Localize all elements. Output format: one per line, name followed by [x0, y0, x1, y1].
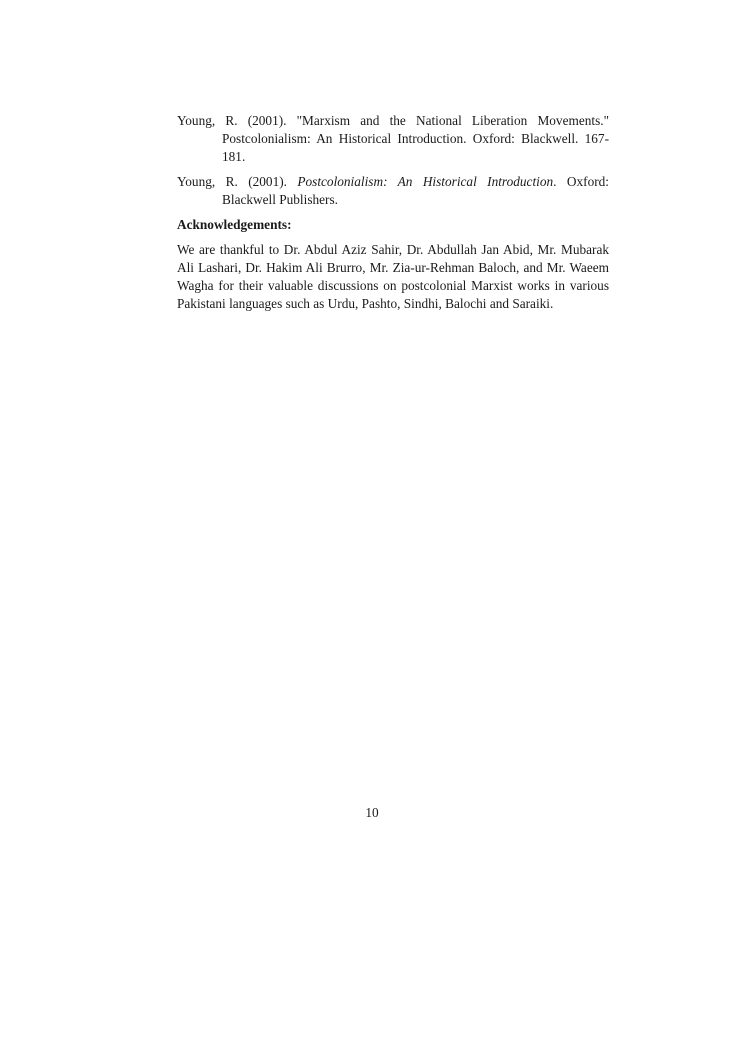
acknowledgements-text: We are thankful to Dr. Abdul Aziz Sahir, Dr. Abdullah Jan Abid, Mr. Mubarak Ali Lashari, Dr. Hakim Ali Brurro, Mr. Zia-ur-Rehman Baloch, and Mr. Waeem Wagha for their valuable discussions on postcolonial Marxist works in various Pakistani languages such as Urdu, Pashto, Sindhi, Balochi and Saraiki. [177, 242, 609, 311]
reference-1-text: Young, R. (2001). "Marxism and the National Liberation Movements." Postcolonialism: An Historical Introduction. Oxford: Blackwell. 167-181. [177, 113, 609, 164]
reference-2-lead: Young, R. (2001). [177, 174, 298, 189]
page-number: 10 [365, 805, 379, 820]
reference-entry-1 [177, 112, 609, 166]
reference-2-tail: . Oxford: Blackwell Publishers. [222, 174, 609, 207]
acknowledgements-heading: Acknowledgements: [177, 217, 292, 232]
reference-2-title: Postcolonialism: An Historical Introduction [297, 174, 554, 189]
reference-entry-2 [177, 173, 609, 209]
page-content [177, 112, 609, 313]
